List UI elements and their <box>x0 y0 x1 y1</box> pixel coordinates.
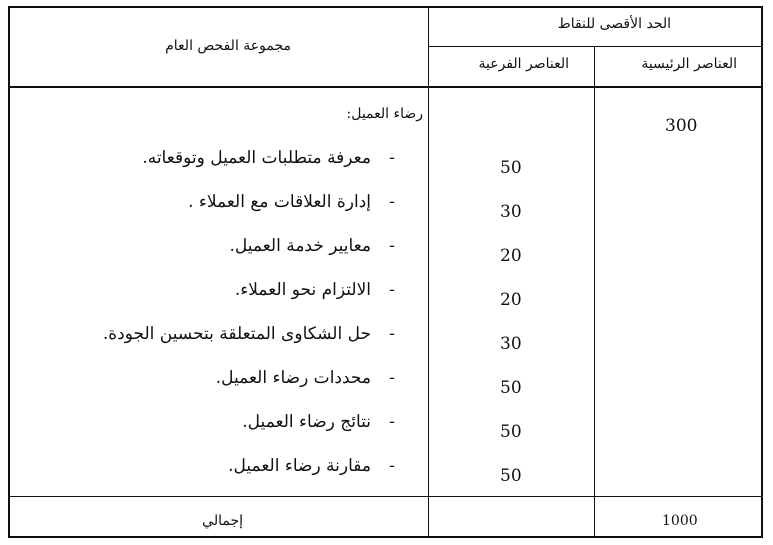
list-item <box>188 192 401 212</box>
sub-points: 20 <box>500 246 522 266</box>
list-item <box>228 456 401 476</box>
header-group-title: مجموعة الفحص العام <box>165 38 291 54</box>
item-dash: - <box>389 368 395 388</box>
item-dash: - <box>389 412 395 432</box>
header-sub-elements: العناصر الفرعية <box>478 56 569 72</box>
section-main-points: 300 <box>665 116 698 136</box>
header-max-points: الحد الأقصى للنقاط <box>557 16 671 32</box>
sub-points: 50 <box>500 158 522 178</box>
sub-points: 30 <box>500 334 522 354</box>
header-main-elements: العناصر الرئيسية <box>641 56 737 72</box>
list-item <box>242 412 401 432</box>
list-item <box>229 236 401 256</box>
divider-h-header-split <box>428 46 763 47</box>
section-title: رضاء العميل: <box>346 106 423 122</box>
scoring-table <box>8 6 763 538</box>
list-item <box>216 368 401 388</box>
item-label: حل الشكاوى المتعلقة بتحسين الجودة. <box>102 324 371 344</box>
sub-points: 20 <box>500 290 522 310</box>
divider-v-right <box>594 46 595 536</box>
item-label: الالتزام نحو العملاء. <box>234 280 371 300</box>
list-item <box>142 148 401 168</box>
item-dash: - <box>389 280 395 300</box>
item-dash: - <box>389 148 395 168</box>
item-label: محددات رضاء العميل. <box>215 368 371 388</box>
item-label: مقارنة رضاء العميل. <box>228 456 371 476</box>
sub-points: 50 <box>500 378 522 398</box>
item-dash: - <box>389 456 395 476</box>
item-label: معرفة متطلبات العميل وتوقعاته. <box>142 148 371 168</box>
item-label: نتائج رضاء العميل. <box>242 412 371 432</box>
item-dash: - <box>389 192 395 212</box>
sub-points: 50 <box>500 466 522 486</box>
list-item <box>103 324 401 344</box>
total-points: 1000 <box>662 513 698 529</box>
total-label: إجمالي <box>202 513 243 529</box>
item-label: معايير خدمة العميل. <box>229 236 371 256</box>
divider-h-footer-top <box>10 496 763 497</box>
item-dash: - <box>389 236 395 256</box>
sub-points: 50 <box>500 422 522 442</box>
divider-h-header-bottom <box>10 86 763 88</box>
list-item <box>235 280 401 300</box>
sub-points: 30 <box>500 202 522 222</box>
item-dash: - <box>389 324 395 344</box>
item-label: إدارة العلاقات مع العملاء . <box>188 192 371 212</box>
